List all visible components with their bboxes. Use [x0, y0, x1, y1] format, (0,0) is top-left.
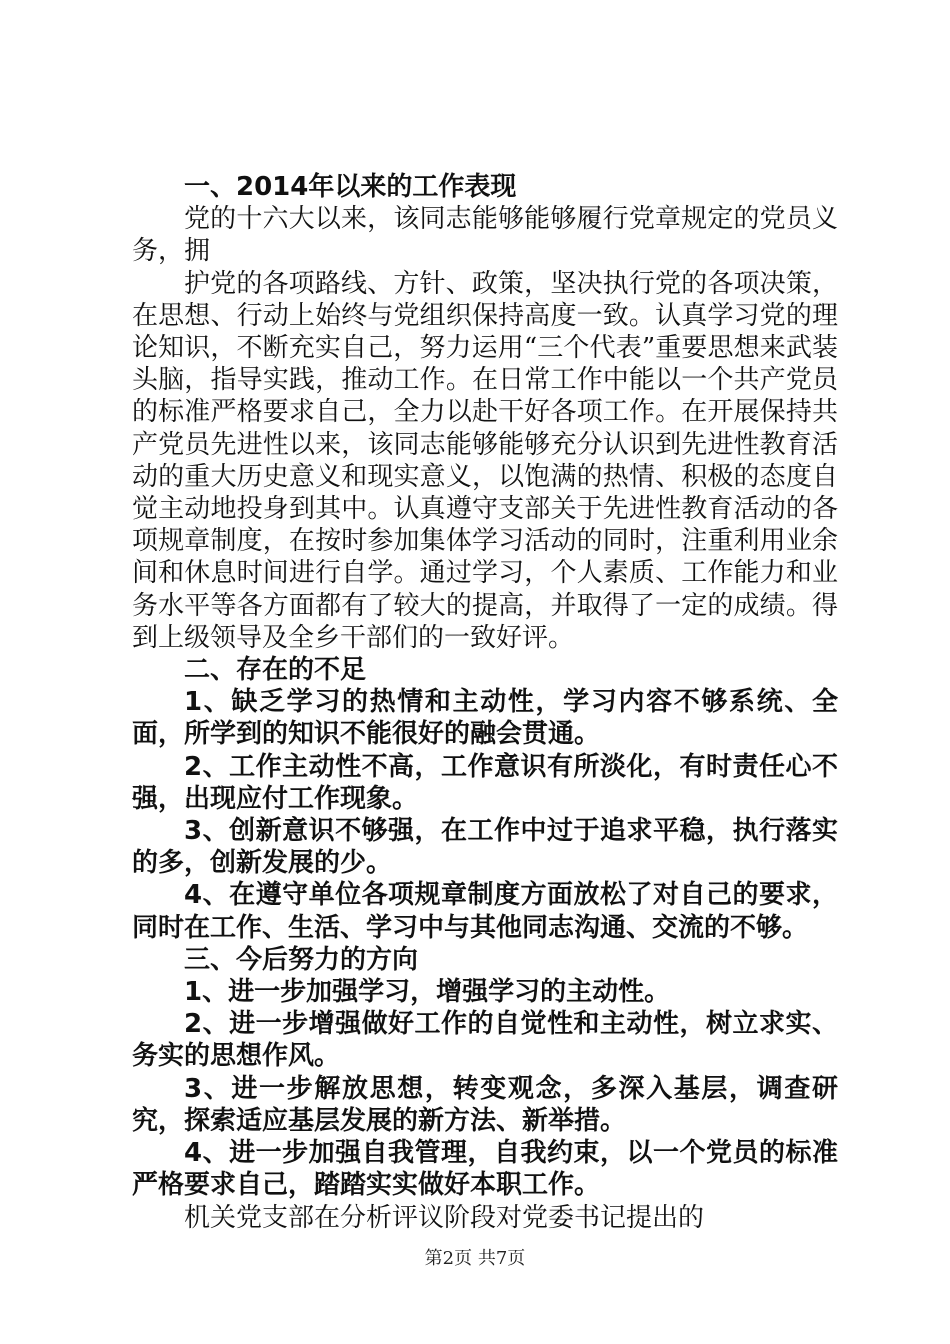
- direction-item-4: 4、进一步加强自我管理，自我约束，以一个党员的标准严格要求自己，踏踏实实做好本职工作。: [132, 1138, 838, 1201]
- section-heading-future-direction: 三、今后努力的方向: [184, 944, 419, 975]
- shortcoming-item-3: 3、创新意识不够强，在工作中过于追求平稳，执行落实的多，创新发展的少。: [132, 816, 838, 879]
- paragraph-intro: 党的十六大以来，该同志能够能够履行党章规定的党员义务，拥: [132, 204, 838, 267]
- direction-item-2: 2、进一步增强做好工作的自觉性和主动性，树立求实、务实的思想作风。: [132, 1009, 838, 1072]
- shortcoming-item-2: 2、工作主动性不高，工作意识有所淡化，有时责任心不强，出现应付工作现象。: [132, 751, 838, 814]
- page-indicator: 第2页 共7页: [424, 1248, 526, 1269]
- section-heading-shortcomings: 二、存在的不足: [184, 655, 367, 686]
- paragraph-closing: 机关党支部在分析评议阶段对党委书记提出的: [184, 1202, 705, 1233]
- shortcoming-item-4: 4、在遵守单位各项规章制度方面放松了对自己的要求，同时在工作、生活、学习中与其他同志沟通、交流的不够。: [132, 880, 838, 943]
- section-heading-work-performance: 一、2014年以来的工作表现: [184, 172, 517, 202]
- direction-item-3: 3、进一步解放思想，转变观念，多深入基层，调查研究，探索适应基层发展的新方法、新举措。: [132, 1073, 838, 1136]
- document-body: [132, 171, 838, 1234]
- paragraph-work-details: 护党的各项路线、方针、政策，坚决执行党的各项决策，在思想、行动上始终与党组织保持高度一致。认真学习党的理论知识，不断充实自己，努力运用“三个代表”重要思想来武装头脑，指导实践，推动工作。在日常工作中能以一个共产党员的标准严格要求自己，全力以赴干好各项工作。在开展保持共产党员先进性以来，该同志能够能够充分认识到先进性教育活动的重大历史意义和现实意义，以饱满的热情、积极的态度自觉主动地投身到其中。认真遵守支部关于先进性教育活动的各项规章制度，在按时参加集体学习活动的同时，注重利用业余间和休息时间进行自学。通过学习，个人素质、工作能力和业务水平等各方面都有了较大的提高，并取得了一定的成绩。得到上级领导及全乡干部们的一致好评。: [132, 268, 838, 653]
- direction-item-1: 1、进一步加强学习，增强学习的主动性。: [184, 977, 671, 1008]
- shortcoming-item-1: 1、缺乏学习的热情和主动性，学习内容不够系统、全面，所学到的知识不能很好的融会贯通。: [132, 687, 838, 750]
